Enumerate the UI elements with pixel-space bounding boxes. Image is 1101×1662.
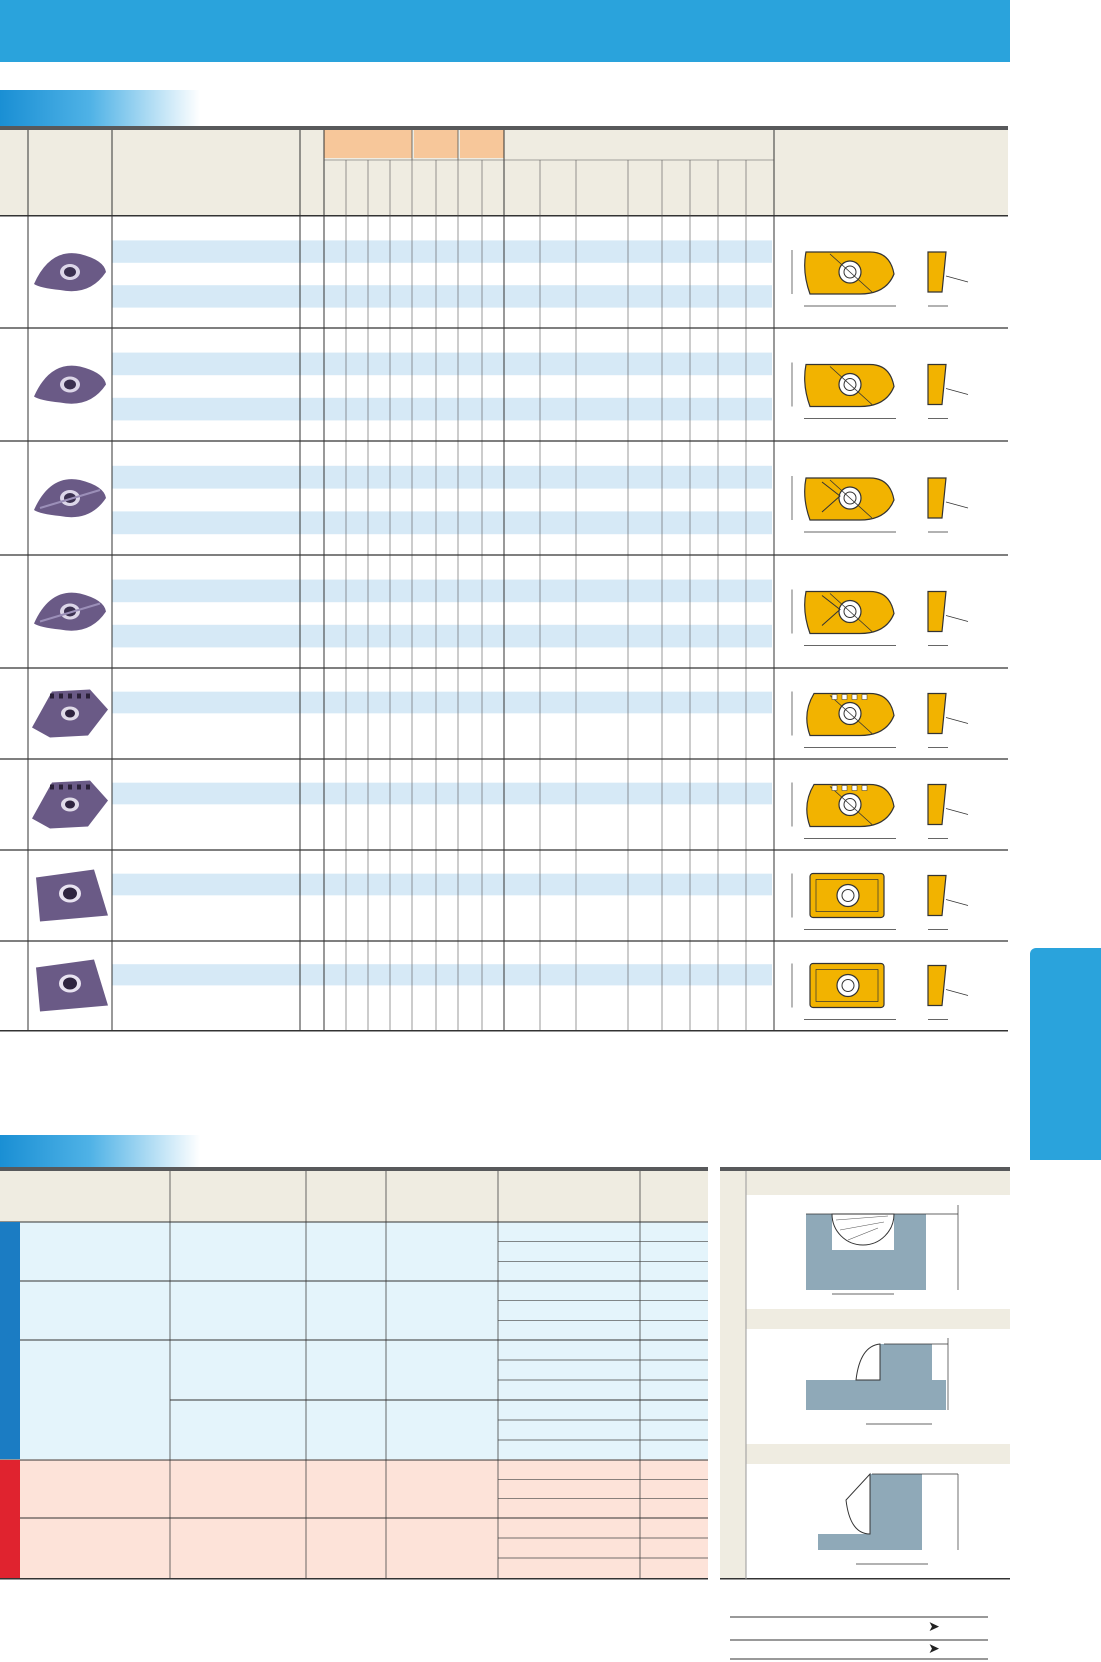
wall-diagram — [818, 1474, 958, 1564]
footer-arrow-2: ➤ — [928, 1640, 940, 1656]
shoulder-diagram — [806, 1338, 948, 1424]
slot-diagram — [806, 1205, 958, 1294]
blue-group-marker — [0, 1222, 20, 1459]
footer-arrow-1: ➤ — [928, 1618, 940, 1634]
red-group-marker — [0, 1460, 20, 1578]
